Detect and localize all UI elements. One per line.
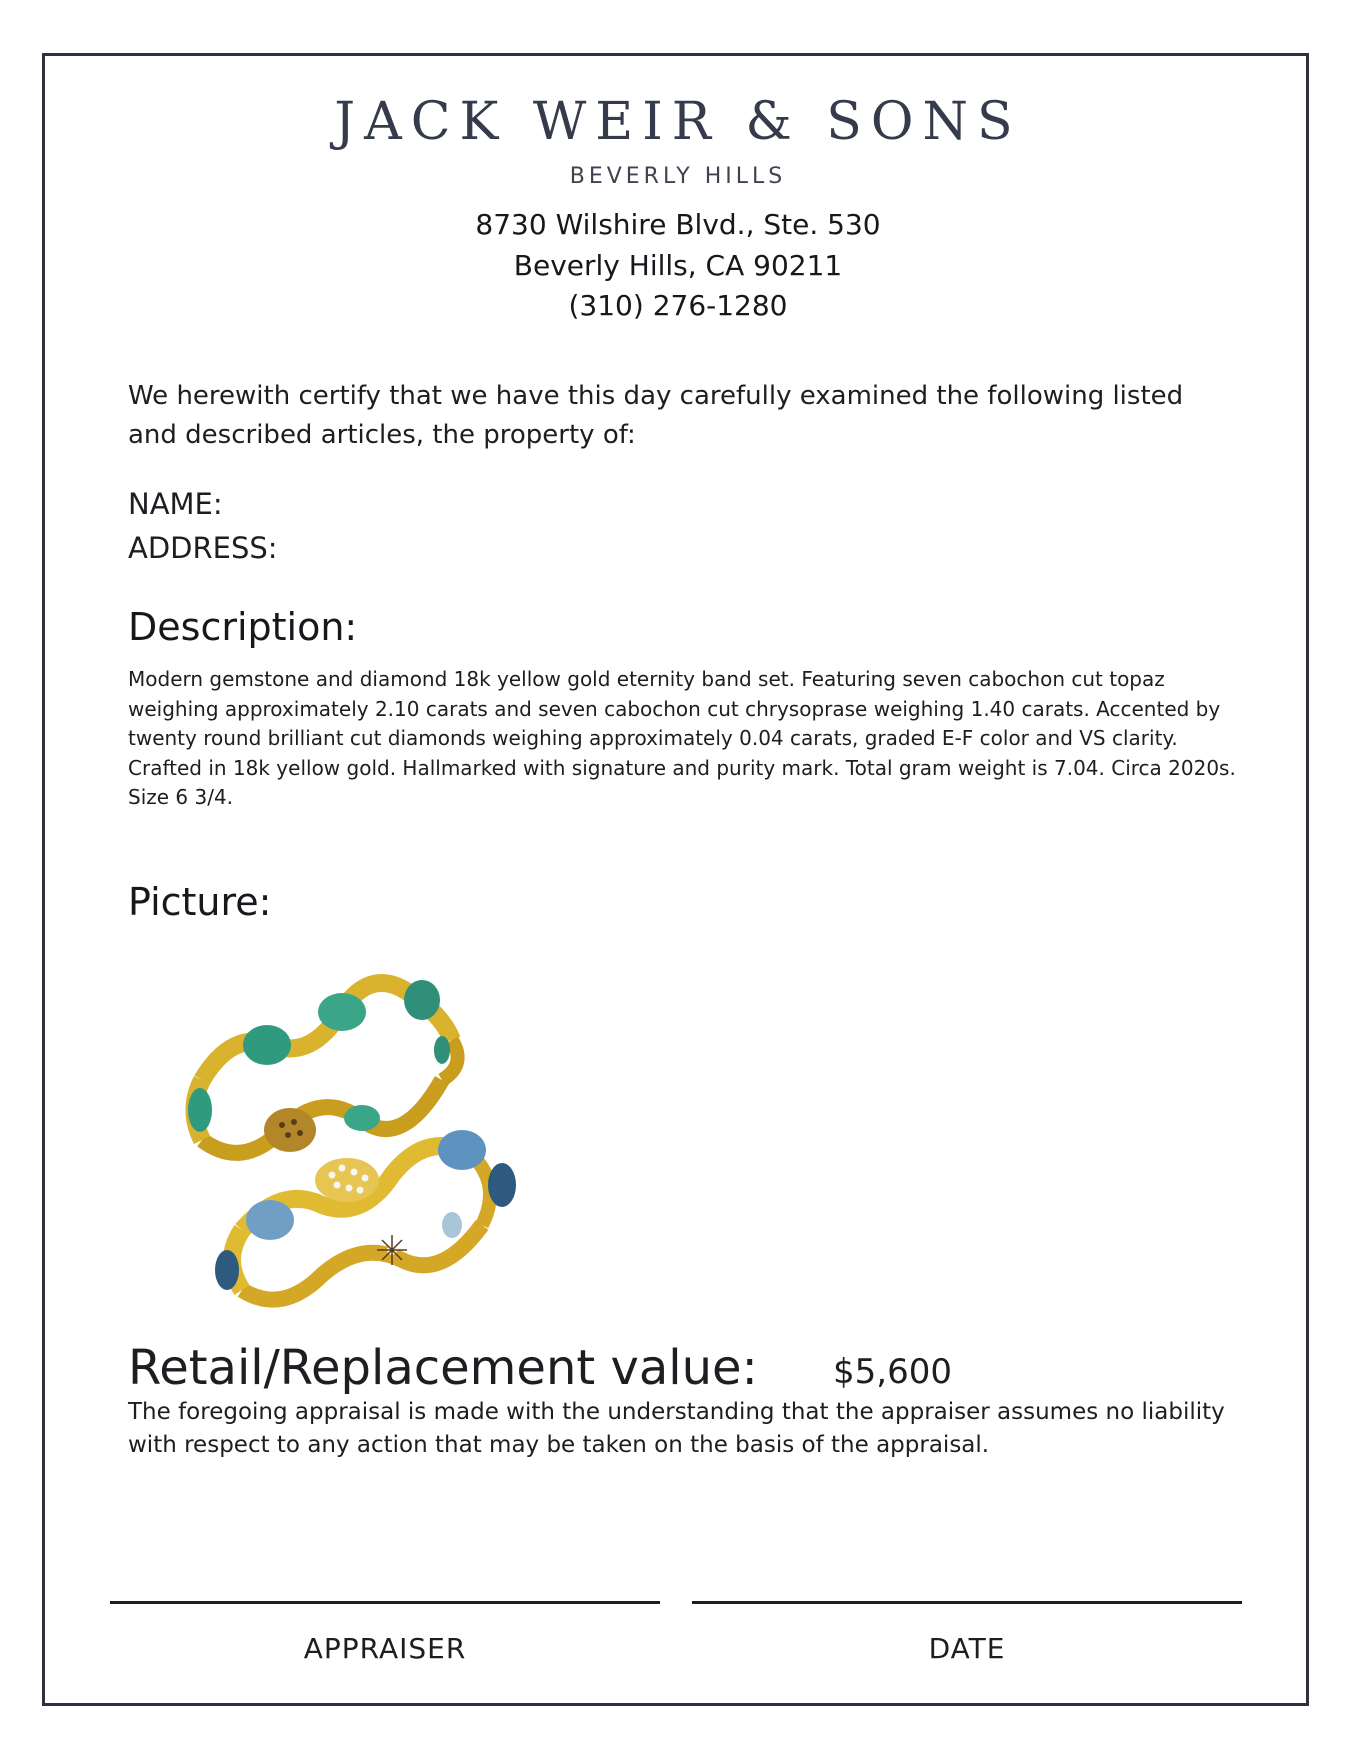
appraiser-signature-line (110, 1601, 660, 1604)
phone-number: (310) 276-1280 (568, 289, 788, 322)
date-label: DATE (928, 1632, 1006, 1665)
address-line-1: 8730 Wilshire Blvd., Ste. 530 (475, 208, 881, 241)
description-heading: Description: (128, 605, 358, 649)
certification-statement: We herewith certify that we have this day carefully examined the following listed and described articles, the property of: (128, 381, 1184, 450)
ring-set-image (182, 970, 562, 1320)
brand-location: BEVERLY HILLS (569, 164, 787, 189)
brand-logo: JACK WEIR & SONS (334, 92, 1022, 152)
gold-pierced-panel (264, 1108, 316, 1152)
diamond-pave-panel (315, 1158, 379, 1202)
appraiser-label: APPRAISER (303, 1632, 467, 1665)
name-label: NAME: (128, 487, 223, 521)
retail-value-amount: $5,600 (833, 1352, 952, 1392)
disclaimer-text: The foregoing appraisal is made with the understanding that the appraiser assumes no liability with respect to any action that may be taken on the basis of the appraisal. (128, 1399, 1225, 1458)
date-signature-line (692, 1601, 1242, 1604)
address-line-2: Beverly Hills, CA 90211 (513, 249, 843, 282)
address-label: ADDRESS: (128, 531, 278, 565)
retail-value-label: Retail/Replacement value: (128, 1340, 758, 1396)
picture-heading: Picture: (128, 880, 272, 924)
description-text: Modern gemstone and diamond 18k yellow gold eternity band set. Featuring seven cabochon cut topaz weighing approximately 2.10 carats and seven cabochon cut chrysoprase weighing 1.40 carats. Accented by twenty round brilliant cut diamonds weighing approximately 0.04 carats, graded E-F color and VS clarity. Crafted in 18k yellow gold. Hallmarked with signature and purity mark. Total gram weight is 7.04. Circa 2020s. Size 6 3/4. (128, 667, 1236, 809)
